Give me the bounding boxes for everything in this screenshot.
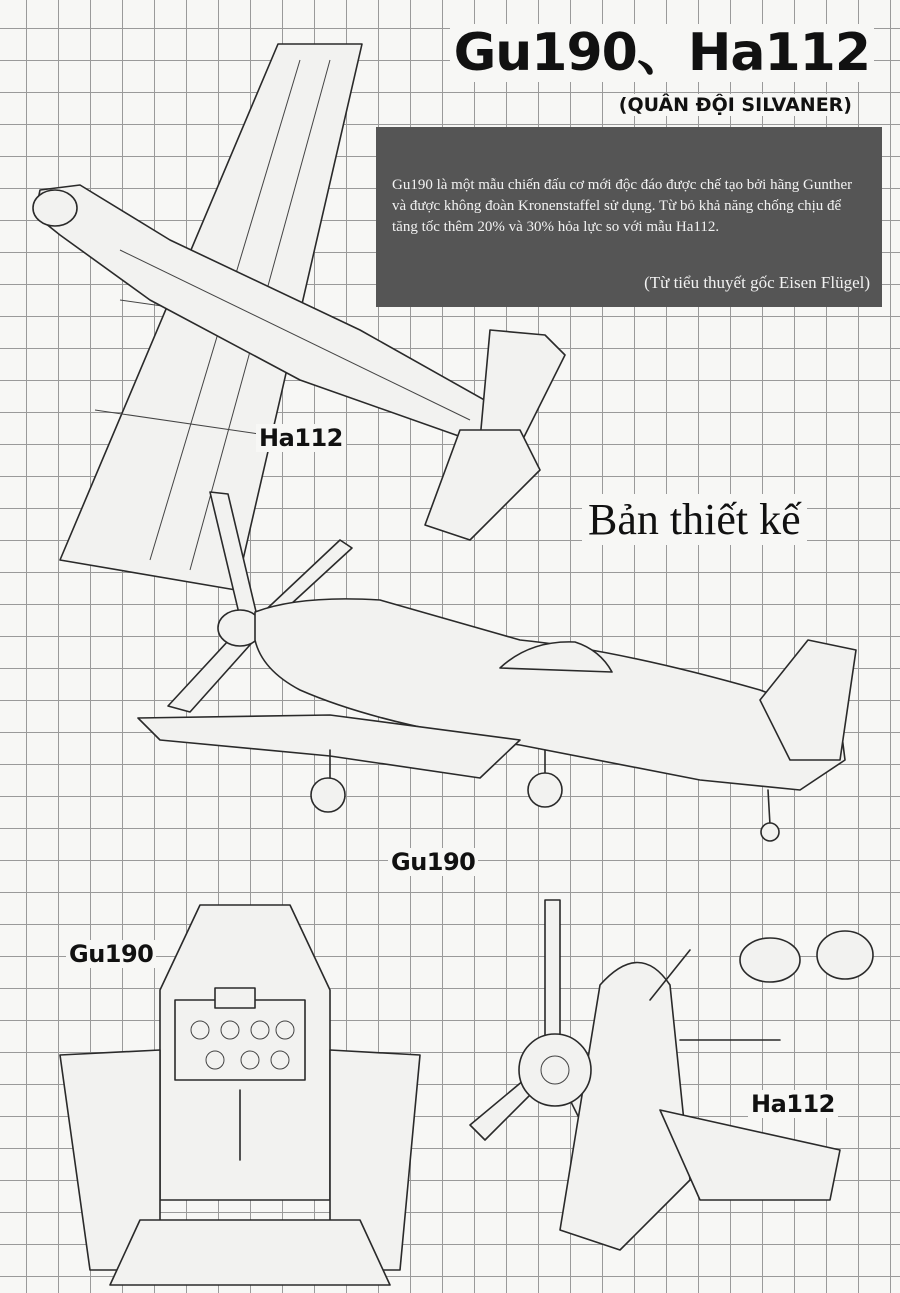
info-source: (Từ tiểu thuyết gốc Eisen Flügel) [644, 273, 870, 292]
label-front-plane: Ha112 [748, 1090, 838, 1118]
design-label: Bản thiết kế [582, 494, 807, 545]
label-side-plane: Gu190 [388, 848, 478, 876]
label-top-plane: Ha112 [256, 424, 346, 452]
page-title: Gu190、Ha112 [450, 24, 874, 82]
info-text: Gu190 là một mẫu chiến đấu cơ mới độc đáo được chế tạo bởi hãng Gunther và được không đoàn Kronenstaffel sử dụng. Từ bỏ khả năng chống chịu để tăng tốc thêm 20% và 30% hỏa lực so với mẫu Ha112. [392, 177, 853, 235]
front-view-plane-sketch [470, 900, 873, 1250]
info-box [376, 127, 882, 307]
label-cockpit: Gu190 [66, 940, 156, 968]
page-subtitle: (QUÂN ĐỘI SILVANER) [615, 94, 856, 116]
top-view-plane-sketch [33, 44, 565, 590]
